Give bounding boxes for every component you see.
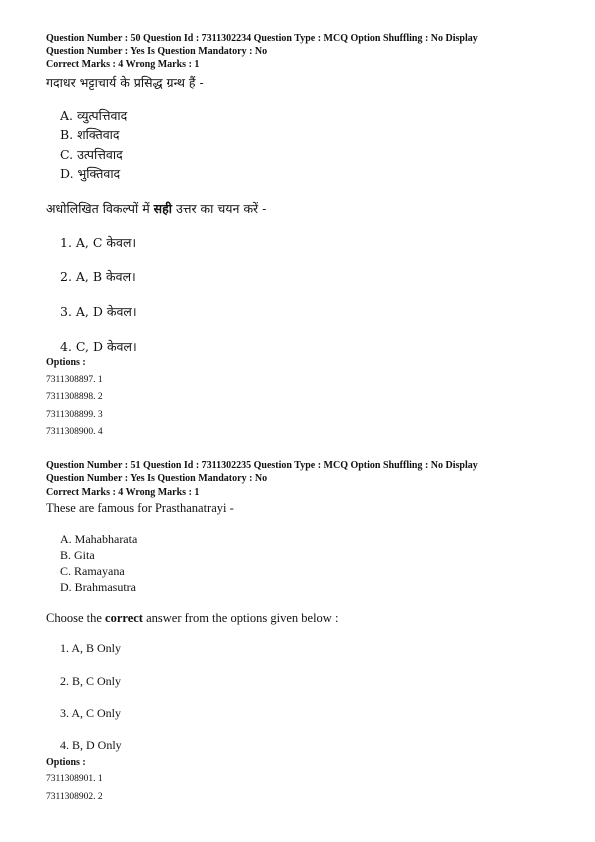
q51-header-line2: Question Number : Yes Is Question Mandatory : No [46, 473, 268, 484]
q50-header-line2: Question Number : Yes Is Question Mandatory : No [46, 46, 268, 57]
q50-option-2: 7311308898. 2 [46, 392, 103, 402]
q50-choice-2: 2. A, B केवल। [60, 269, 136, 284]
q51-item-b: B. Gita [60, 548, 95, 562]
q50-header-line1: Question Number : 50 Question Id : 7311302234 Question Type : MCQ Option Shuffling : No Display [46, 33, 478, 44]
q50-option-1: 7311308897. 1 [46, 375, 103, 385]
q51-choice-2: 2. B, C Only [60, 674, 122, 688]
q51-item-d: D. Brahmasutra [60, 580, 136, 594]
q50-choice-4: 4. C, D केवल। [60, 339, 137, 354]
q51-item-c: C. Ramayana [60, 564, 125, 578]
q50-choice-3: 3. A, D केवल। [60, 304, 137, 319]
q51-choice-1: 1. A, B Only [60, 641, 122, 655]
q51-option-2: 7311308902. 2 [46, 792, 103, 802]
q50-question-text: गदाधर भट्टाचार्य के प्रसिद्ध ग्रन्थ हैं - [46, 75, 204, 90]
q51-choice-3: 3. A, C Only [60, 706, 122, 720]
q51-header-line1: Question Number : 51 Question Id : 7311302235 Question Type : MCQ Option Shuffling : No Display [46, 460, 478, 471]
q50-item-d: D. भुक्तिवाद [60, 166, 121, 181]
q51-item-a: A. Mahabharata [60, 532, 138, 546]
q51-question-text: These are famous for Prasthanatrayi - [46, 501, 234, 515]
q51-options-label: Options : [46, 757, 86, 768]
q50-instruction: अधोलिखित विकल्पों में सही उत्तर का चयन करें - [46, 201, 267, 216]
q50-options-label: Options : [46, 357, 86, 368]
q51-option-1: 7311308901. 1 [46, 774, 103, 784]
q50-choice-1: 1. A, C केवल। [60, 235, 137, 250]
q50-header-line3: Correct Marks : 4 Wrong Marks : 1 [46, 59, 200, 70]
q51-choice-4: 4. B, D Only [60, 738, 122, 752]
q50-option-3: 7311308899. 3 [46, 410, 103, 420]
q50-item-b: B. शक्तिवाद [60, 127, 120, 142]
q51-instruction: Choose the correct answer from the options given below : [46, 611, 339, 625]
q50-item-a: A. व्युत्पत्तिवाद [60, 108, 128, 123]
q50-option-4: 7311308900. 4 [46, 427, 103, 437]
q51-header-line3: Correct Marks : 4 Wrong Marks : 1 [46, 487, 200, 498]
q50-item-c: C. उत्पत्तिवाद [60, 147, 123, 162]
